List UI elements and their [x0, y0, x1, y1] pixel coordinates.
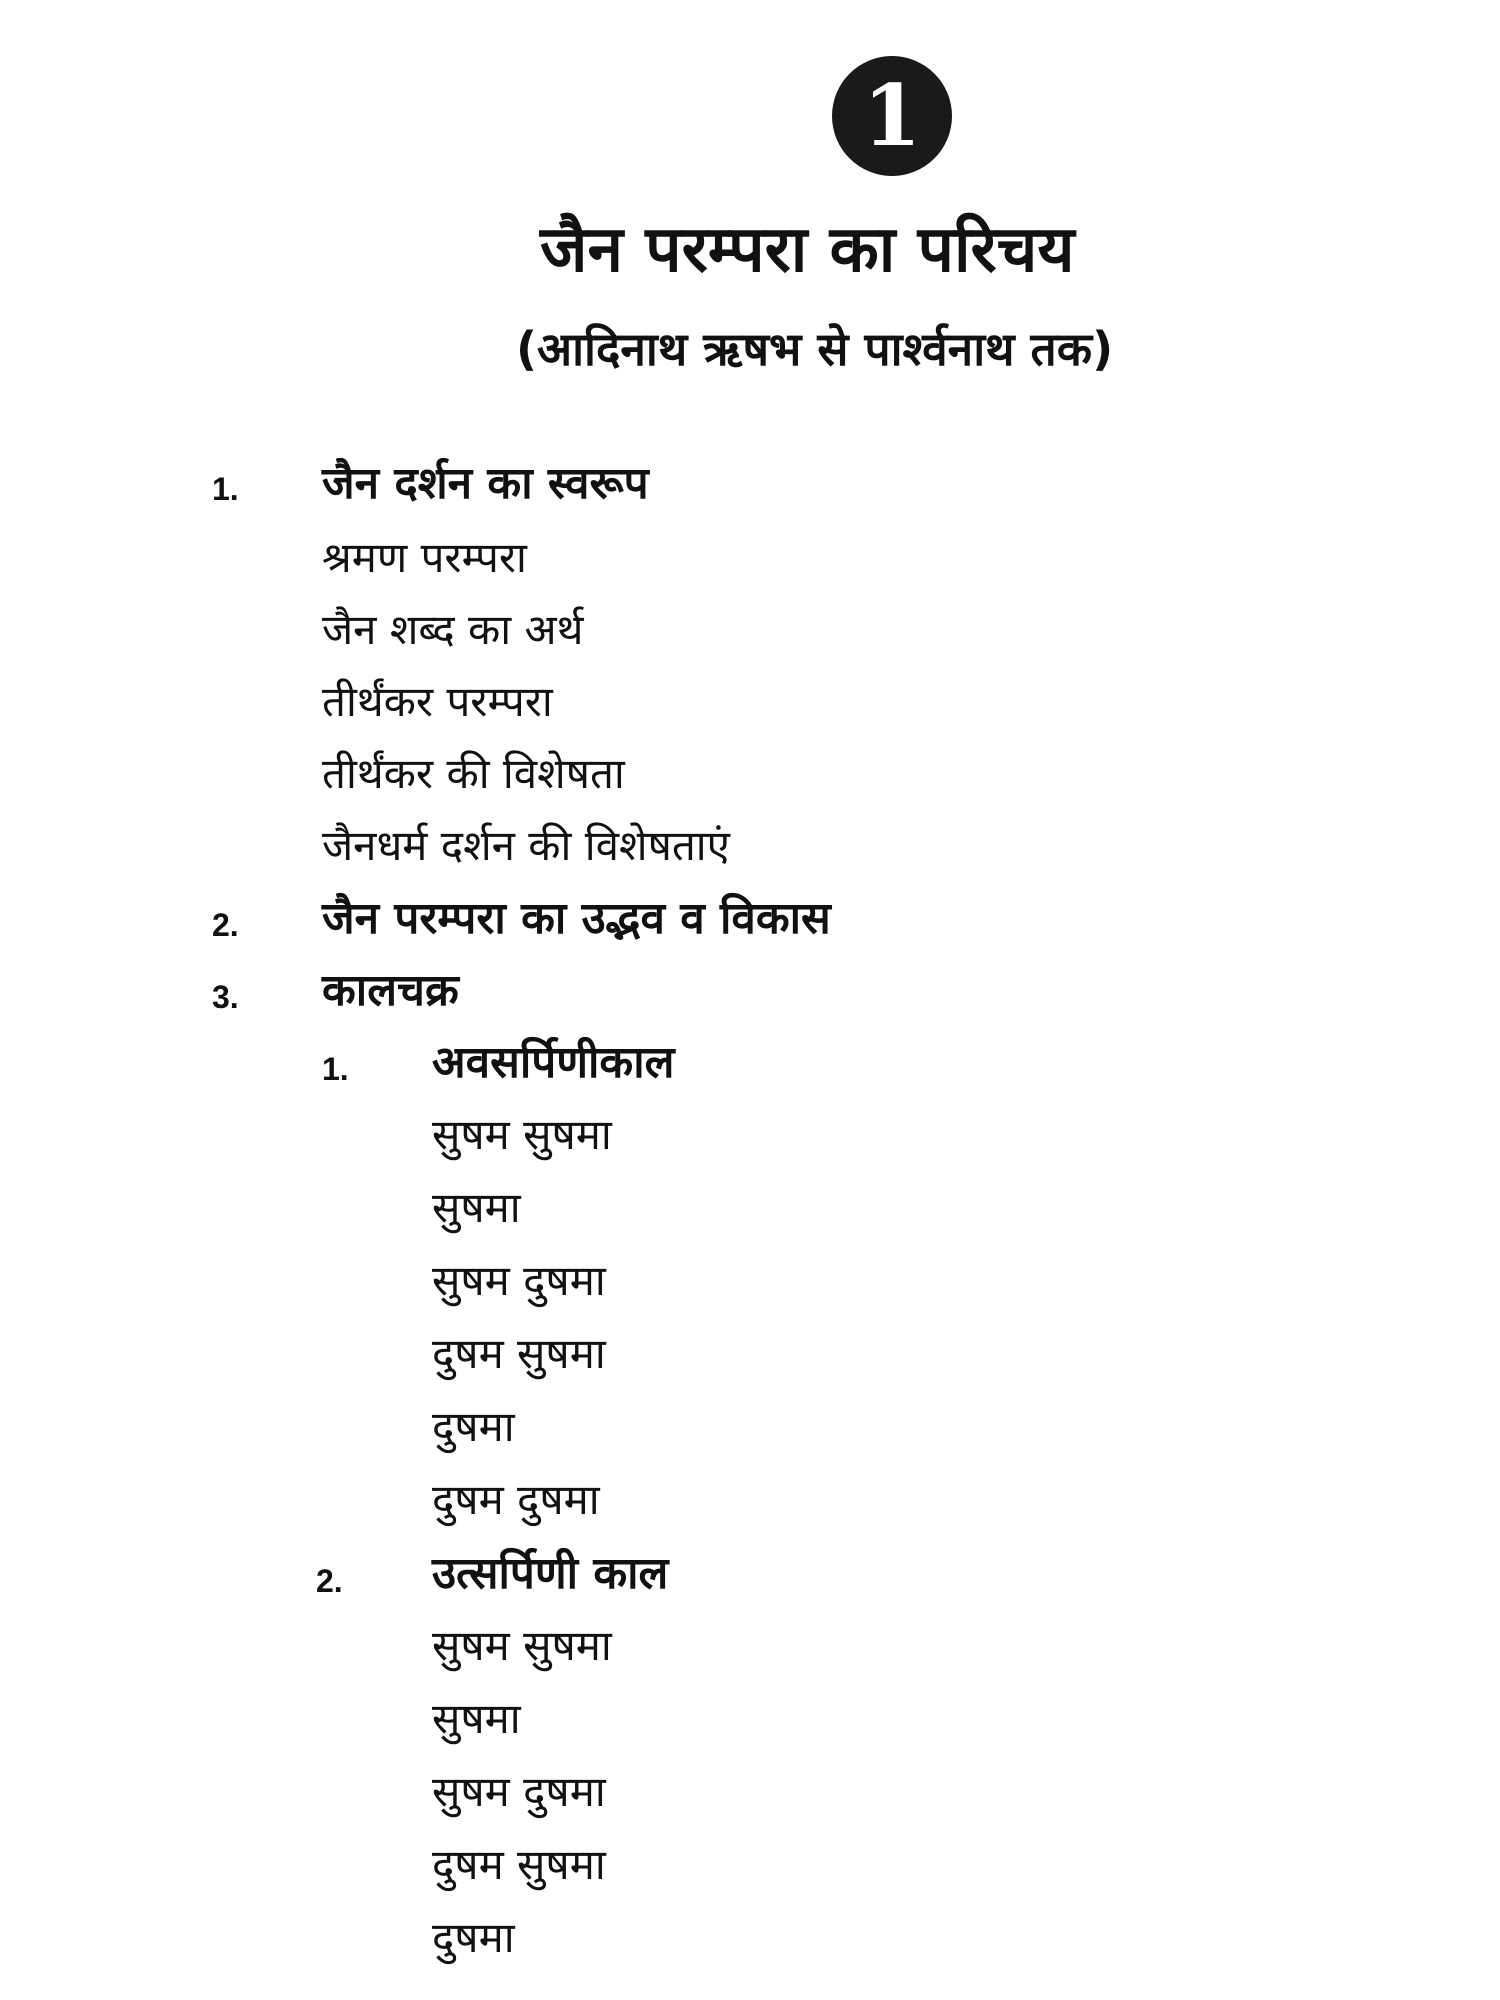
- chapter-title: जैन परम्परा का परिचय: [540, 213, 1075, 287]
- section-item: जैन शब्द का अर्थ: [322, 605, 584, 654]
- subsection-item: सुषम सुषमा: [432, 1110, 612, 1159]
- section-number: 3.: [212, 979, 239, 1015]
- section-number: 2.: [212, 907, 239, 943]
- subsection-item: सुषमा: [432, 1183, 521, 1232]
- subsection-item: दुषम दुषमा: [432, 1475, 600, 1524]
- section-number: 1.: [212, 471, 239, 507]
- section-item: तीर्थंकर परम्परा: [322, 677, 553, 726]
- subsection-item: सुषम दुषमा: [432, 1767, 606, 1816]
- section-item: जैनधर्म दर्शन की विशेषताएं: [322, 821, 730, 870]
- subsection-item: दुषम सुषमा: [432, 1329, 606, 1378]
- chapter-subtitle: (आदिनाथ ऋषभ से पार्श्वनाथ तक): [516, 322, 1114, 376]
- subsection-item: सुषमा: [432, 1694, 521, 1743]
- section-heading: जैन दर्शन का स्वरूप: [322, 458, 649, 509]
- section-item: तीर्थंकर की विशेषता: [322, 749, 625, 798]
- subsection-item: सुषम दुषमा: [432, 1256, 606, 1305]
- section-heading: जैन परम्परा का उद्भव व विकास: [322, 893, 831, 944]
- subsection-number: 1.: [322, 1051, 349, 1087]
- chapter-number: 1: [862, 66, 922, 165]
- subsection-item: सुषम सुषमा: [432, 1621, 612, 1670]
- subsection-item: दुषमा: [432, 1402, 515, 1451]
- subsection-item: दुषमा: [432, 1913, 515, 1962]
- section-item: श्रमण परम्परा: [322, 533, 527, 582]
- chapter-number-badge: [832, 56, 952, 176]
- subsection-number: 2.: [316, 1563, 343, 1599]
- subsection-item: दुषम सुषमा: [432, 1840, 606, 1889]
- subsection-heading: अवसर्पिणीकाल: [432, 1037, 675, 1088]
- section-heading: कालचक्र: [322, 965, 459, 1016]
- subsection-heading: उत्सर्पिणी काल: [432, 1548, 669, 1599]
